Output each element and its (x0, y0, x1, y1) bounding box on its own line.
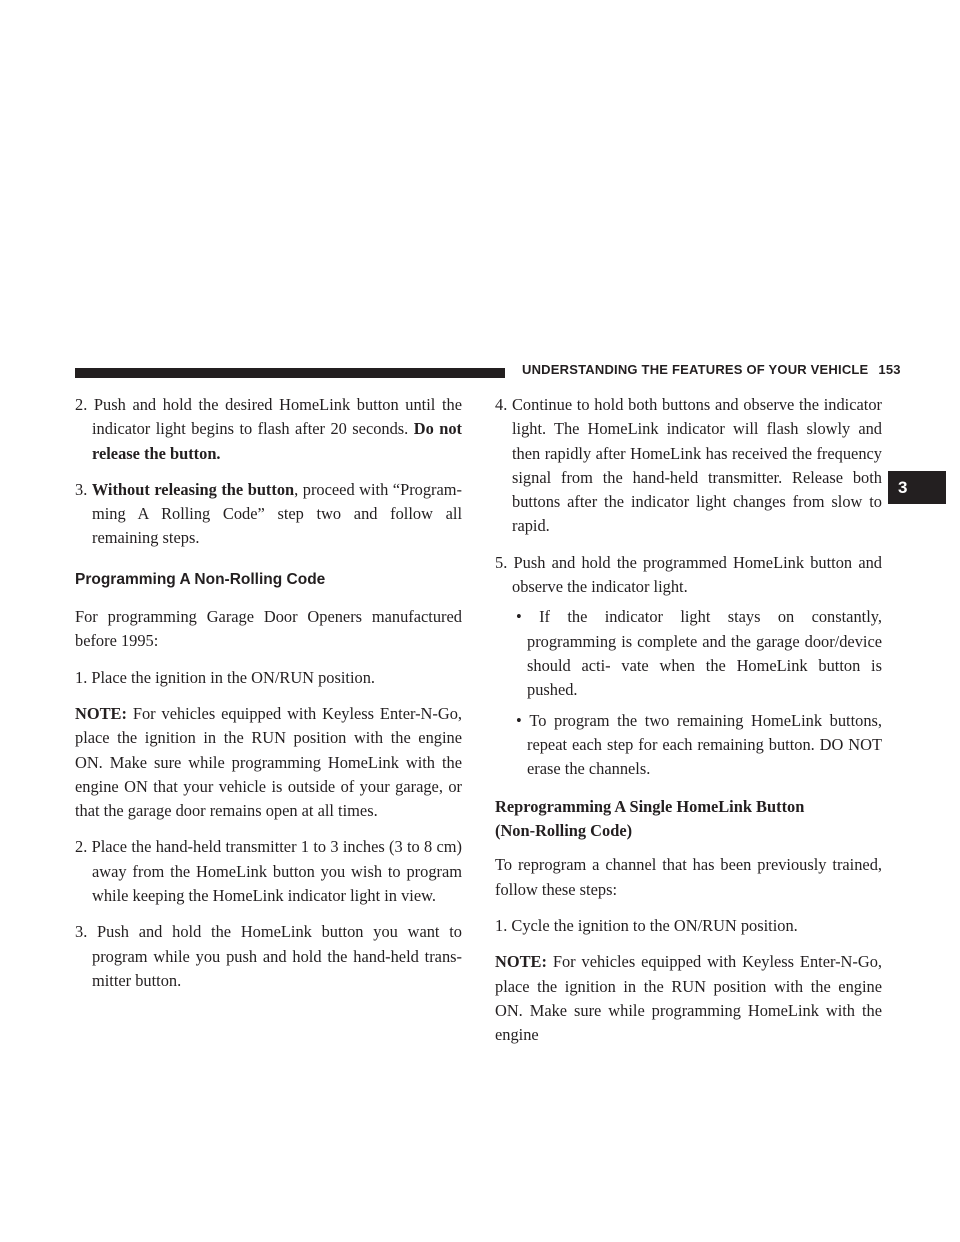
step-2b-paragraph: 2. Place the hand-held transmitter 1 to 3 inches (3 to 8 cm) away from the HomeLink button you wish to program while keeping the HomeLink indicator light in view. (75, 837, 462, 906)
step-3-bold: Without releasing the button (91, 479, 295, 499)
step-2-paragraph (75, 393, 462, 466)
step-2-warning: Do not release the button. (92, 419, 462, 463)
note-label: NOTE: (495, 952, 547, 972)
step-3b-paragraph: 3. Push and hold the HomeLink button you want to program while you push and hold the hand-held trans- mitter button. (75, 922, 462, 990)
step-5-paragraph: 5. Push and hold the programmed HomeLink button and observe the indicator light. (495, 552, 882, 597)
header-rule (75, 368, 505, 378)
step-2-text: 2. Push and hold the desired HomeLink button until the indicator light begins to flash after 20 seconds. (75, 395, 462, 439)
note-text: For vehicles equipped with Keyless Enter-N-Go, place the ignition in the RUN position with the engine ON. Make sure while programming HomeLink with the engine (495, 952, 882, 1045)
page-number: 153 (878, 362, 901, 377)
step-3-number: 3. (75, 479, 92, 499)
subsection-heading-line-2: (Non-Rolling Code) (495, 821, 633, 841)
bullet-item: • If the indicator light stays on constantly, programming is complete and the garage door/device should acti- vate when the HomeLink button is pushed. (516, 607, 882, 700)
bullet-item: • To program the two remaining HomeLink buttons, repeat each step for each remaining button. DO NOT erase the channels. (516, 710, 882, 779)
subsection-heading (495, 795, 882, 843)
intro-paragraph: For programming Garage Door Openers manufactured before 1995: (75, 607, 462, 651)
reprogram-note (495, 950, 882, 1047)
step-1-paragraph: 1. Place the ignition in the ON/RUN position. (75, 667, 376, 687)
section-heading: Programming A Non-Rolling Code (75, 570, 326, 588)
left-column (75, 393, 462, 1005)
note-paragraph (75, 702, 462, 823)
right-column (495, 393, 882, 1060)
section-title: UNDERSTANDING THE FEATURES OF YOUR VEHICLE (522, 362, 869, 377)
bullet-2-text: To program the two remaining HomeLink buttons, repeat each step for each remaining button. DO NOT erase the channels. (527, 710, 882, 779)
bullet-1-text: If the indicator light stays on constantly, programming is complete and the garage door/device should acti- vate when the HomeLink button is pushed. (527, 607, 882, 700)
reprogram-intro: To reprogram a channel that has been previously trained, follow these steps: (495, 855, 882, 899)
step-3-paragraph (75, 478, 462, 551)
running-header (522, 362, 901, 377)
step-4-paragraph: 4. Continue to hold both buttons and observe the indicator light. The HomeLink indicator will flash slowly and then rapidly after HomeLink has received the frequency signal from the hand-held transmitter. Release both buttons after the indicator light changes from slow to rapid. (495, 395, 882, 536)
chapter-tab: 3 (888, 471, 946, 504)
note-text: For vehicles equipped with Keyless Enter-N-Go, place the ignition in the RUN position with the engine ON. Make sure while programming HomeLink with the engine ON that your vehicle is outside of your garage, or that the garage door remains open at all times. (75, 703, 462, 821)
note-label: NOTE: (75, 703, 127, 723)
reprogram-step-1: 1. Cycle the ignition to the ON/RUN position. (495, 916, 798, 936)
subsection-heading-line-1: Reprogramming A Single HomeLink Button (495, 797, 805, 817)
step-3-text: , proceed with “Program- ming A Rolling Code” step two and follow all remaining steps. (92, 479, 462, 548)
